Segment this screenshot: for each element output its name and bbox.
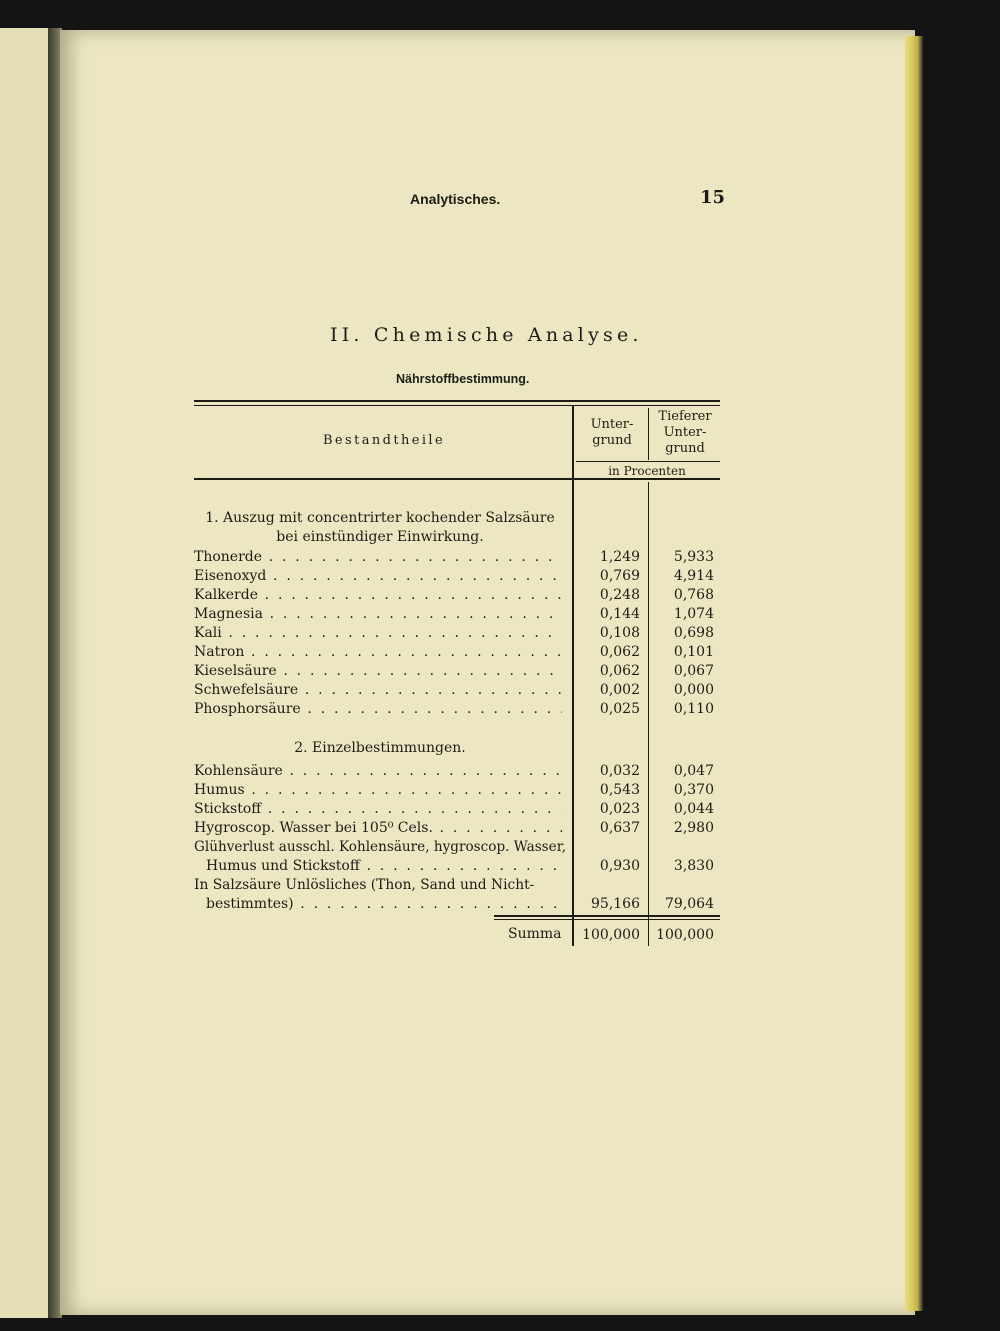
value-untergrund: 0,025: [599, 701, 640, 717]
summa-label: Summa: [508, 926, 562, 942]
section-heading-line: bei einstündiger Einwirkung.: [276, 529, 484, 545]
column-header-tieferer-untergrund: [652, 409, 718, 457]
value-untergrund: 0,769: [599, 568, 640, 584]
unit-label: in Procenten: [608, 464, 686, 478]
value-untergrund: 0,144: [599, 606, 640, 622]
row-label-unloesliches-line1: In Salzsäure Unlösliches (Thon, Sand und Nicht-: [194, 877, 535, 893]
value-untergrund: 0,248: [599, 587, 640, 603]
row-label: Kohlensäure . . .: [194, 762, 562, 781]
row-label: Hygroscop. Wasser bei 105⁰ Cels. . . .: [194, 819, 562, 838]
value-tieferer: 0,047: [673, 763, 714, 779]
header-line: grund: [592, 433, 632, 448]
value-untergrund: 0,062: [599, 663, 640, 679]
row-label: Thonerde . . .: [194, 548, 562, 567]
column-header-untergrund: [576, 417, 648, 449]
row-label: Kalkerde . . .: [194, 586, 562, 605]
row-label: Kali . . .: [194, 624, 562, 643]
value-untergrund: 1,249: [599, 549, 640, 565]
value-untergrund: 95,166: [591, 896, 640, 912]
value-tieferer: 5,933: [673, 549, 714, 565]
row-label: Magnesia . . .: [194, 605, 562, 624]
header-line: Unter-: [663, 425, 707, 440]
table-caption: Nährstoffbestimmung.: [396, 372, 530, 386]
row-label: Schwefelsäure . . .: [194, 681, 562, 700]
column-header-bestandtheile: Bestandtheile: [322, 433, 446, 448]
section-heading-1: [194, 509, 566, 547]
left-page-edge: [0, 28, 51, 1318]
table-top-rule-thin: [194, 405, 720, 406]
table-top-rule: [194, 400, 720, 402]
value-untergrund: 0,637: [599, 820, 640, 836]
value-untergrund: 0,062: [599, 644, 640, 660]
header-line: grund: [665, 441, 705, 456]
row-label: Eisenoxyd . . .: [194, 567, 562, 586]
section-heading-2: 2. Einzelbestimmungen.: [294, 740, 466, 756]
row-label: Natron . . .: [194, 643, 562, 662]
section-heading-line: 1. Auszug mit concentrirter kochender Salzsäure: [205, 510, 555, 526]
value-tieferer: 1,074: [673, 606, 714, 622]
value-tieferer: 0,370: [673, 782, 714, 798]
value-untergrund: 0,930: [599, 858, 640, 874]
value-untergrund: 0,543: [599, 782, 640, 798]
sum-rule: [494, 915, 720, 917]
summa-tieferer: 100,000: [656, 927, 714, 943]
value-untergrund: 0,002: [599, 682, 640, 698]
header-line: Tieferer: [658, 409, 712, 424]
value-tieferer: 0,000: [673, 682, 714, 698]
value-tieferer: 79,064: [665, 896, 714, 912]
column-divider-2b: [648, 482, 649, 946]
row-label: Humus und Stickstoff . . .: [194, 857, 562, 876]
value-tieferer: 0,768: [673, 587, 714, 603]
value-tieferer: 0,101: [673, 644, 714, 660]
row-label-gluehverlust-line1: Glühverlust ausschl. Kohlensäure, hygroscop. Wasser,: [194, 839, 567, 855]
page-stack-edge: [905, 36, 923, 1311]
value-untergrund: 0,108: [599, 625, 640, 641]
summa-untergrund: 100,000: [582, 927, 640, 943]
value-tieferer: 4,914: [673, 568, 714, 584]
row-label: Stickstoff . . .: [194, 800, 562, 819]
row-label: Humus . . .: [194, 781, 562, 800]
header-line: Unter-: [590, 417, 634, 432]
page-number: 15: [700, 187, 726, 208]
row-label: bestimmtes) . . .: [194, 895, 562, 914]
value-tieferer: 0,698: [673, 625, 714, 641]
value-tieferer: 3,830: [673, 858, 714, 874]
value-tieferer: 0,044: [673, 801, 714, 817]
row-label: Phosphorsäure . . .: [194, 700, 562, 719]
value-tieferer: 0,110: [673, 701, 714, 717]
percent-rule: [576, 461, 720, 462]
row-label: Kieselsäure . . .: [194, 662, 562, 681]
column-divider: [572, 406, 574, 946]
value-untergrund: 0,023: [599, 801, 640, 817]
column-divider-2: [648, 408, 649, 460]
sum-rule-thin: [494, 919, 720, 920]
value-tieferer: 2,980: [673, 820, 714, 836]
section-title: II. Chemische Analyse.: [330, 324, 643, 346]
value-tieferer: 0,067: [673, 663, 714, 679]
value-untergrund: 0,032: [599, 763, 640, 779]
running-header: Analytisches.: [410, 191, 501, 207]
